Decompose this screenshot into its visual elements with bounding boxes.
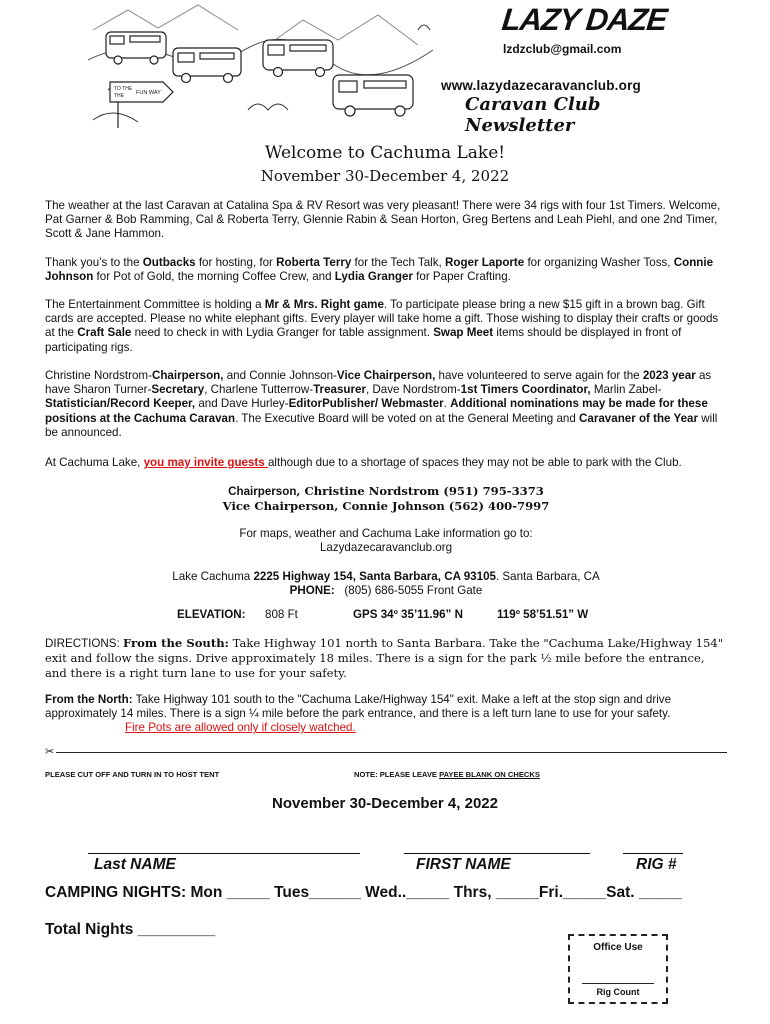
text: need to check in with Lydia Granger for table assignment. — [131, 326, 434, 340]
cut-note: PLEASE CUT OFF AND TURN IN TO HOST TENT — [45, 770, 220, 779]
text-bold: Swap Meet — [433, 326, 494, 340]
text-bold: 1st Timers Coordinator, — [460, 383, 591, 397]
north-label: From the North: — [45, 693, 133, 706]
para-guests — [45, 456, 727, 470]
text: At Cachuma Lake, — [45, 456, 144, 469]
text: although due to a shortage of spaces they may not be able to park with the Club. — [267, 456, 682, 469]
text: for Pot of Gold, the morning Coffee Crew, and — [93, 270, 335, 284]
rv-caravan-sketch — [88, 0, 433, 132]
camping-nights-row[interactable]: CAMPING NIGHTS: Mon _____ Tues______ Wed.._____ Thrs, _____Fri._____Sat. _____ — [45, 884, 682, 901]
scissors-icon: ✂ — [45, 746, 55, 758]
text-bold: Chairperson, — [151, 369, 224, 382]
south-text: Take Highway 101 north to Santa Barbara. Take the "Cachuma Lake/Highway 154" exit and follow the signs. Drive approximately 18 miles. There is a sign for the park ½ mile before the entrance, and there is a right turn lane to use for your safety. — [45, 636, 724, 681]
south-label: From the South: — [122, 636, 229, 650]
text-bold: Caravaner of the Year — [579, 411, 699, 425]
text: NOTE: PLEASE LEAVE — [354, 770, 440, 779]
cut-line — [45, 752, 727, 753]
text-bold: 2023 year — [642, 369, 696, 382]
text: have volunteered to serve again for the — [435, 369, 643, 382]
chair-value: , Christine Nordstrom (951) 795-3373 — [296, 484, 544, 498]
newsletter-subtitle: Caravan Club Newsletter — [465, 94, 601, 136]
text: Thank you’s to the — [45, 256, 143, 269]
maps-block — [45, 527, 727, 555]
sign-text: FUN WAY — [136, 90, 161, 96]
club-email: lzdzclub@gmail.com — [503, 42, 622, 56]
office-use-box — [568, 934, 668, 1004]
text: . The Executive Board will be voted on at the General Meeting and — [235, 411, 580, 425]
text-bold: Outbacks — [142, 256, 196, 269]
gps-lat: GPS 34º 35’11.96” N — [353, 608, 463, 621]
form-dates: November 30-December 4, 2022 — [272, 795, 498, 812]
text: The Entertainment Committee is holding a — [45, 298, 265, 311]
text-bold: Roberta Terry — [276, 256, 352, 269]
para-officers — [45, 369, 727, 440]
para-thanks — [45, 256, 727, 284]
text: as have Sharon Turner- — [45, 369, 712, 397]
text-bold: Lydia Granger — [334, 270, 413, 284]
text-bold: EditorPublisher/ Webmaster — [288, 397, 444, 411]
text: , Dave Nordstrom- — [365, 383, 461, 397]
text: for Paper Crafting. — [412, 270, 511, 284]
text: PAYEE BLANK ON CHECKS — [439, 770, 540, 779]
text: and Connie Johnson- — [223, 369, 337, 382]
phone-label: PHONE: — [289, 584, 335, 598]
text: for the Tech Talk, — [351, 256, 445, 269]
phone-value: (805) 686-5055 Front Gate — [344, 584, 483, 598]
elevation-value: 808 Ft — [265, 608, 298, 621]
contacts-block — [45, 484, 727, 513]
brand-title: LAZY DAZE — [499, 2, 668, 37]
elevation-label: ELEVATION: — [177, 608, 246, 621]
text: will be announced. — [45, 411, 718, 439]
last-name-field[interactable] — [88, 853, 360, 854]
text-bold: Connie Johnson — [45, 256, 714, 284]
sign-text: THE — [114, 93, 124, 99]
text-bold: Craft Sale — [77, 326, 132, 340]
text: Christine Nordstrom- — [45, 369, 152, 382]
text: for organizing Washer Toss, — [524, 256, 674, 269]
rig-count-label: Rig Count — [596, 987, 640, 997]
text-bold: Statistician/Record Keeper, — [45, 397, 196, 411]
text: and Dave Hurley- — [195, 397, 289, 411]
para-weather-text: The weather at the last Caravan at Catalina Spa & RV Resort was very pleasant! There were 34 rigs with four 1st Timers. Welcome, Pat Garner & Bob Ramming, Cal & Roberta Terry, Glennie Rabin & Sean Horton, Greg Bertens and Leah Piehl, and one 2nd Timer, Scott & Jane Hammon. — [45, 199, 721, 241]
chair-label: Chairperson — [228, 485, 297, 498]
gps-long: 119º 58’51.51” W — [497, 608, 589, 621]
last-name-label: Last NAME — [94, 856, 176, 873]
directions-south — [45, 636, 727, 682]
maps-line: For maps, weather and Cachuma Lake information go to: — [239, 527, 533, 540]
text-bold: Mr & Mrs. Right game — [264, 298, 384, 311]
text-bold: Vice Chairperson, — [336, 369, 436, 382]
rig-number-field[interactable] — [623, 853, 683, 854]
sign-text: TO THE — [114, 86, 133, 92]
text: . Santa Barbara, CA — [495, 570, 600, 583]
text-bold: Secretary — [151, 383, 205, 397]
text: Marlin Zabel- — [590, 383, 662, 397]
location-block — [45, 570, 727, 598]
para-weather — [45, 199, 727, 242]
text-bold: Roger Laporte — [445, 256, 525, 269]
vice-chair: Vice Chairperson, Connie Johnson (562) 400-7997 — [222, 499, 550, 514]
text: for hosting, for — [195, 256, 277, 269]
text: , Charlene Tutterrow- — [204, 383, 314, 397]
brand-block — [433, 0, 680, 136]
newsletter-header — [88, 0, 680, 136]
event-dates: November 30-December 4, 2022 — [260, 167, 510, 185]
directions-north — [45, 693, 727, 736]
welcome-title: Welcome to Cachuma Lake! — [264, 143, 506, 163]
text-bold: Treasurer — [313, 383, 366, 397]
fire-pots-note: Fire Pots are allowed only if closely watched. — [125, 721, 356, 735]
north-text: Take Highway 101 south to the "Cachuma Lake/Highway 154" exit. Make a left at the stop sign and drive approximately 14 miles. There is a sign ¼ mile before the park entrance, and there is a left turn lane to use for your safety. — [45, 693, 672, 721]
rig-label: RIG # — [636, 856, 677, 873]
total-nights-row[interactable]: Total Nights _________ — [45, 921, 216, 938]
office-line — [582, 983, 654, 984]
text: items should be displayed in front of participating rigs. — [45, 326, 682, 354]
office-use-label: Office Use — [593, 942, 643, 953]
text: Lake Cachuma — [172, 570, 254, 583]
invite-guests-link[interactable]: you may invite guests — [143, 456, 268, 469]
para-entertainment — [45, 298, 727, 355]
payee-note — [354, 770, 540, 779]
text-bold: Additional nominations may be made for these positions at the Cachuma Caravan — [45, 397, 708, 425]
directions-label: DIRECTIONS: — [45, 637, 123, 650]
text: . To participate please bring a new $15 gift in a brown bag. Gift cards are accepted. Please no white elephant gifts. Every player will take home a gift. Those wishing to display their crafts or goods at the — [45, 298, 719, 340]
first-name-field[interactable] — [404, 853, 590, 854]
address: 2225 Highway 154, Santa Barbara, CA 93105 — [253, 570, 496, 583]
text: . — [443, 397, 451, 411]
first-name-label: FIRST NAME — [416, 856, 511, 873]
maps-url[interactable]: Lazydazecaravanclub.org — [319, 541, 453, 555]
club-website: www.lazydazecaravanclub.org — [441, 78, 641, 93]
